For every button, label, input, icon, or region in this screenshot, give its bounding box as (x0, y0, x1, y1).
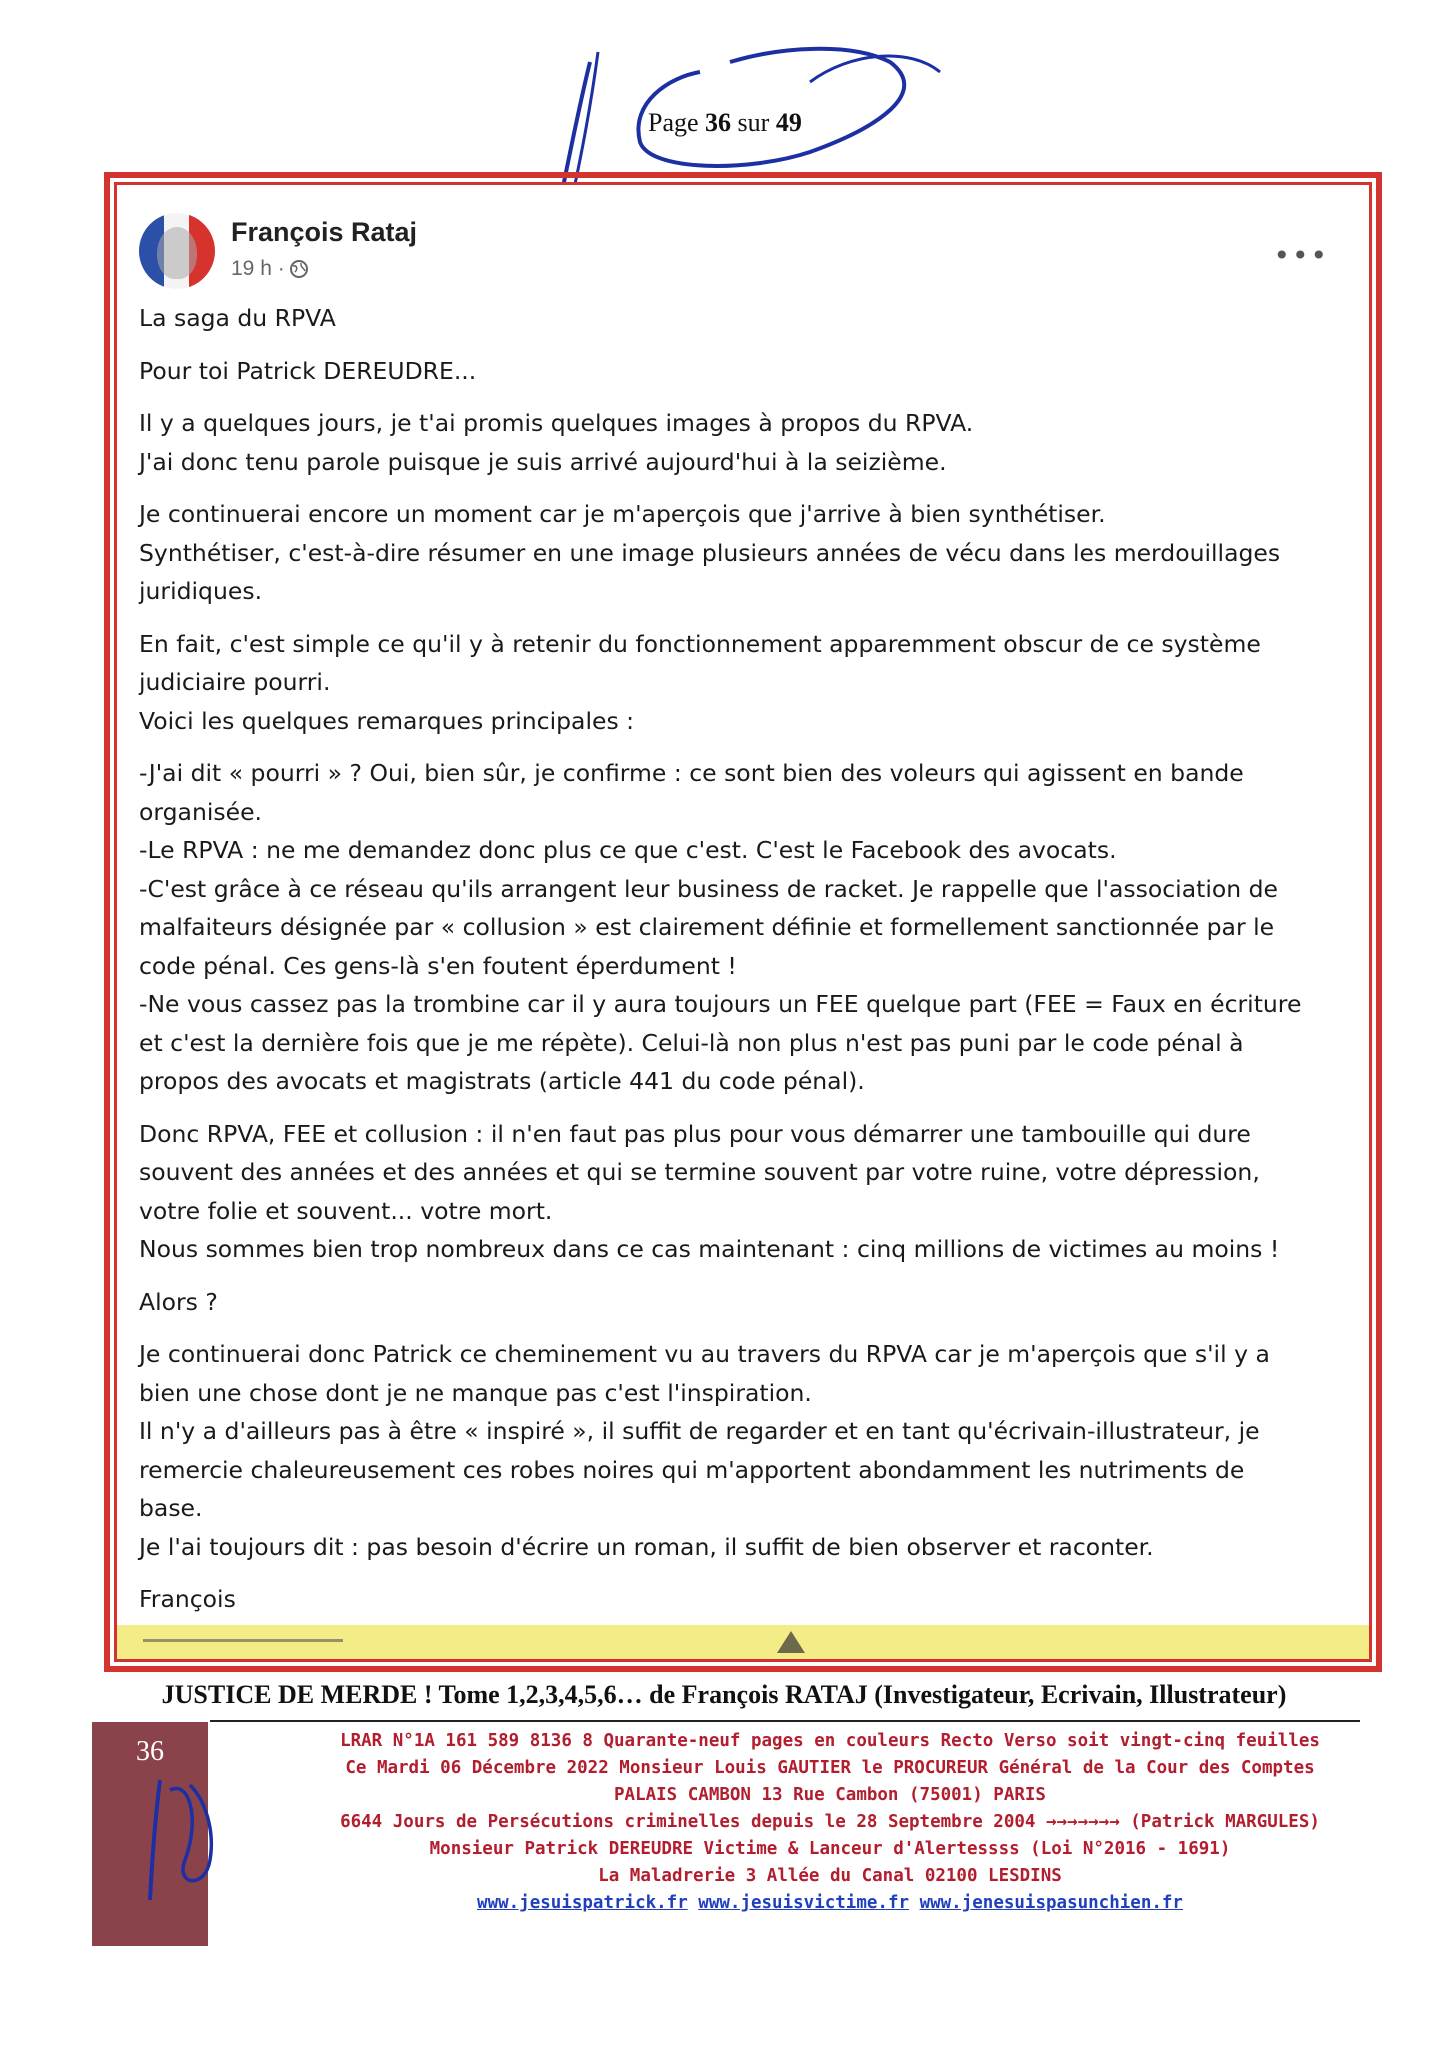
post-line: Donc RPVA, FEE et collusion : il n'en faut pas plus pour vous démarrer une tambouille qui dure (139, 1119, 1251, 1148)
post-line: propos des avocats et magistrats (article 441 du code pénal). (139, 1067, 865, 1095)
more-options-icon[interactable]: ••• (1273, 239, 1329, 272)
page-number: Page 36 sur 49 (648, 108, 802, 137)
post-paragraph (139, 352, 1349, 391)
post-line: Voici les quelques remarques principales : (139, 706, 635, 735)
letter-line: PALAIS CAMBON 13 Rue Cambon (75001) PARIS (614, 1785, 1046, 1805)
footer-divider (210, 1720, 1360, 1722)
post-line: Je continuerai donc Patrick ce cheminement vu au travers du RPVA car je m'aperçois que s'il y a (139, 1340, 1270, 1368)
post-paragraph (139, 1115, 1349, 1269)
letter-line: Monsieur Patrick DEREUDRE Victime & Lanceur d'Alertessss (Loi N°2016 - 1691) (429, 1839, 1231, 1859)
link-jenesuispasunchien[interactable]: www.jenesuispasunchien.fr (919, 1893, 1183, 1913)
post-paragraph (139, 754, 1349, 1101)
post-paragraph (139, 495, 1349, 611)
post-line: bien une chose dont je ne manque pas c'est l'inspiration. (139, 1378, 812, 1407)
post-line: et c'est la dernière fois que je me répète). Celui-là non plus n'est pas puni par le code pénal à (139, 1028, 1244, 1057)
post-header (139, 213, 1339, 293)
post-line: souvent des années et des années et qui se termine souvent par votre ruine, votre dépression, (139, 1158, 1260, 1186)
post-line: -Le RPVA : ne me demandez donc plus ce que c'est. C'est le Facebook des avocats. (139, 836, 1117, 864)
post-line: malfaiteurs désignée par « collusion » est clairement définie et formellement sanctionnée par le (139, 913, 1275, 941)
letter-line: 6644 Jours de Persécutions criminelles depuis le 28 Septembre 2004 →→→→→→→ (Patrick MARGULES) (340, 1812, 1320, 1832)
post-line: Il y a quelques jours, je t'ai promis quelques images à propos du RPVA. (139, 409, 974, 437)
author-name[interactable]: François Rataj (231, 217, 418, 247)
globe-icon (289, 259, 309, 279)
facebook-post (114, 182, 1372, 1662)
signature-footer-icon (130, 1760, 290, 1910)
letter-line: LRAR N°1A 161 589 8136 8 Quarante-neuf pages en couleurs Recto Verso soit vingt-cinq feuilles (340, 1731, 1320, 1751)
post-line: En fait, c'est simple ce qu'il y à retenir du fonctionnement apparemment obscur de ce système (139, 629, 1261, 658)
post-paragraph (139, 404, 1349, 481)
post-line: Il n'y a d'ailleurs pas à être « inspiré », il suffit de regarder et en tant qu'écrivain-illustrateur, je (139, 1417, 1260, 1445)
post-paragraph (139, 1335, 1349, 1566)
post-line: remercie chaleureusement ces robes noires qui m'apportent abondamment les nutriments de (139, 1455, 1245, 1484)
post-paragraph (139, 1580, 1349, 1619)
post-paragraph (139, 625, 1349, 741)
post-line: Pour toi Patrick DEREUDRE... (139, 356, 477, 385)
link-jesuispatrick[interactable]: www.jesuispatrick.fr (477, 1893, 688, 1913)
post-line: La saga du RPVA (139, 304, 336, 332)
post-line: votre folie et souvent... votre mort. (139, 1196, 553, 1225)
post-paragraph (139, 299, 1349, 338)
post-line: organisée. (139, 797, 262, 826)
post-line: judiciaire pourri. (139, 668, 331, 696)
post-time[interactable]: 19 h · (231, 257, 285, 280)
post-line: Je l'ai toujours dit : pas besoin d'écrire un roman, il suffit de bien observer et raconter. (139, 1532, 1154, 1561)
book-title: JUSTICE DE MERDE ! Tome 1,2,3,4,5,6… de François RATAJ (Investigateur, Ecrivain, Illustrateur) (161, 1680, 1287, 1709)
website-links (300, 1890, 1360, 1917)
post-line: -Ne vous cassez pas la trombine car il y aura toujours un FEE quelque part (FEE = Faux en écriture (139, 990, 1302, 1018)
footer-page-number: 36 (136, 1736, 164, 1767)
post-line: Synthétiser, c'est-à-dire résumer en une image plusieurs années de vécu dans les merdouillages (139, 538, 1281, 567)
letter-line: La Maladrerie 3 Allée du Canal 02100 LESDINS (598, 1866, 1062, 1886)
post-line: -J'ai dit « pourri » ? Oui, bien sûr, je confirme : ce sont bien des voleurs qui agissent en bande (139, 759, 1244, 787)
post-body (139, 299, 1349, 1633)
post-line: code pénal. Ces gens-là s'en foutent éperdument ! (139, 951, 737, 980)
letter-info (300, 1728, 1360, 1917)
letter-line: Ce Mardi 06 Décembre 2022 Monsieur Louis GAUTIER le PROCUREUR Général de la Cour des Comptes (345, 1758, 1315, 1778)
post-line: Nous sommes bien trop nombreux dans ce cas maintenant : cinq millions de victimes au moins ! (139, 1235, 1280, 1263)
avatar[interactable] (139, 213, 215, 289)
post-meta (231, 257, 309, 281)
post-paragraph (139, 1283, 1349, 1322)
post-line: -C'est grâce à ce réseau qu'ils arrangent leur business de racket. Je rappelle que l'association de (139, 874, 1278, 903)
post-line: François (139, 1585, 236, 1613)
post-line: base. (139, 1494, 203, 1522)
post-line: J'ai donc tenu parole puisque je suis arrivé aujourd'hui à la seizième. (139, 447, 947, 476)
link-jesuisvictime[interactable]: www.jesuisvictime.fr (698, 1893, 910, 1913)
post-line: juridiques. (139, 577, 263, 605)
post-line: Alors ? (139, 1287, 218, 1316)
post-line: Je continuerai encore un moment car je m'aperçois que j'arrive à bien synthétiser. (139, 500, 1106, 528)
next-post-strip (117, 1625, 1369, 1659)
